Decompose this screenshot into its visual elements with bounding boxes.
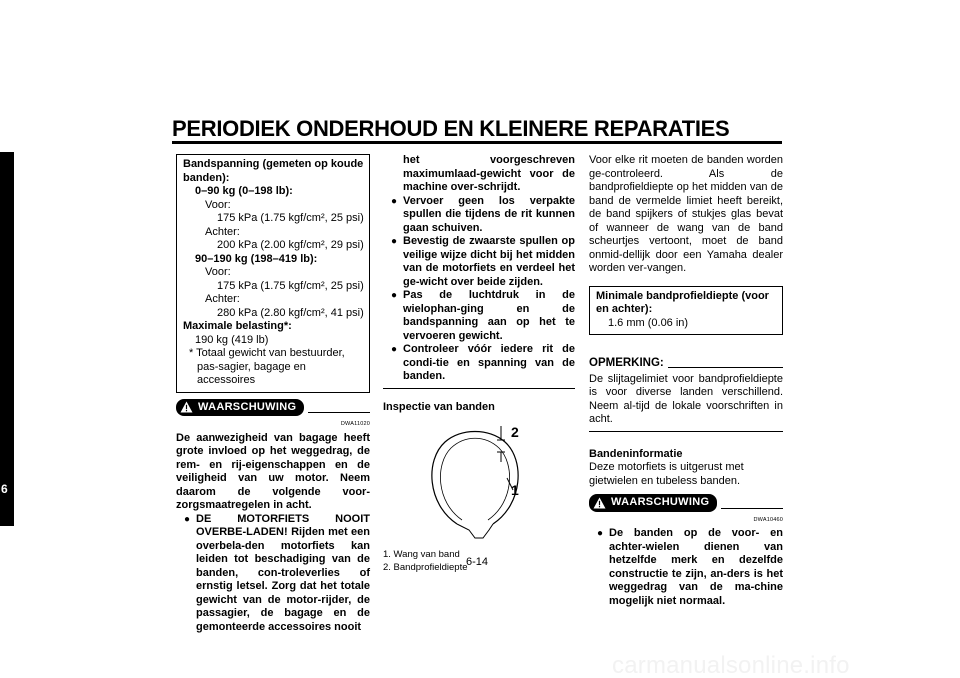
note-label: OPMERKING:: [589, 357, 664, 369]
tire-cross-section-figure: [383, 420, 575, 544]
warning-triangle-icon: [593, 497, 606, 509]
tread-box-value: 1.6 mm (0.06 in): [608, 316, 689, 329]
column-2: [383, 154, 575, 574]
callout-2: 2: [511, 424, 519, 440]
spec-front-label-2: Voor:: [205, 266, 231, 278]
warning-bullet-3: [383, 235, 575, 289]
chapter-tab: [0, 152, 14, 526]
warning-rule: [308, 412, 370, 413]
bullet-dot-icon: ●: [597, 528, 604, 539]
tire-info-text: Deze motorfiets is uitgerust met gietwielen en tubeless banden.: [589, 461, 744, 487]
warning-end-rule: [383, 388, 575, 389]
bullet-text: De banden op de voor- en achter-wielen dienen van hetzelfde merk en dezelfde constructie te zijn, an-ders is het weggedrag van de ma-chine mogelijk niet normaal.: [609, 527, 783, 607]
warning-bullet-5: [383, 343, 575, 384]
tire-info-heading: Bandeninformatie: [589, 447, 683, 460]
bullet-text: Bevestig de zwaarste spullen op veilige wijze dicht bij het midden van de motorfiets en verdeel het ge-wicht over beide zijden.: [403, 235, 575, 288]
note-text: De slijtagelimiet voor bandprofieldiepte is voor diverse landen verschillend. Neem al-tijd de lokale voorschriften in acht.: [589, 372, 783, 425]
warning-header-1: [176, 399, 370, 417]
warning-bullet-1-continued: het voorgeschreven maximumlaad-gewicht voor de machine over-schrijdt.: [403, 154, 575, 193]
spec-max-load-label: Maximale belasting*:: [183, 320, 292, 332]
spec-max-load-value: 190 kg (419 lb): [195, 333, 269, 346]
warning-bullet-1: [176, 513, 370, 635]
bullet-text: DE MOTORFIETS NOOIT OVERBE-LADEN! Rijden met een overbela-den motorfiets kan leiden tot beschadiging van de banden, con-troleverlies of ernstig letsel. Zorg dat het totale gewicht van de motor-rijder, de passagier, de bagage en de gemonteerde accessoires nooit: [196, 512, 370, 633]
page-title: PERIODIEK ONDERHOUD EN KLEINERE REPARATIES: [172, 116, 730, 141]
bullet-dot-icon: ●: [391, 344, 398, 355]
spec-footnote: * Totaal gewicht van bestuurder, pas-sagier, bagage en accessoires: [189, 347, 345, 386]
tire-check-intro: Voor elke rit moeten de banden worden ge-controleerd. Als de bandprofieldiepte op het midden van de band de vermelde limiet heeft bereikt, de band spijkers of stukjes glas bevat of wanneer de wang van de band scheurtjes vertoont, moet de band onmid-dellijk door een Yamaha dealer worden ver-vangen.: [589, 154, 783, 274]
spec-front-label: Voor:: [205, 198, 231, 211]
tire-diagram: [383, 420, 575, 544]
bullet-dot-icon: ●: [391, 236, 398, 247]
warning-bullet: [589, 527, 783, 608]
title-rule: [172, 141, 782, 144]
page-number: 6-14: [466, 556, 489, 568]
warning-badge: [176, 399, 304, 417]
warning-badge: [589, 494, 717, 512]
tread-depth-spec-box: [589, 286, 783, 336]
bullet-dot-icon: ●: [391, 195, 398, 207]
spec-rear-label: Achter:: [205, 225, 240, 238]
chapter-number: 6: [1, 482, 8, 496]
inspection-heading: Inspectie van banden: [383, 400, 495, 413]
warning-code: DWA11020: [340, 421, 370, 427]
bullet-dot-icon: ●: [184, 513, 191, 525]
spec-r1-rear: 200 kPa (2.00 kgf/cm², 29 psi): [217, 239, 364, 251]
warning-badge-label: WAARSCHUWING: [198, 400, 297, 413]
warning-bullet-4: [383, 289, 575, 343]
spec-r1-front: 175 kPa (1.75 kgf/cm², 25 psi): [217, 212, 364, 224]
warning-bullet-2: [383, 195, 575, 236]
warning-rule: [721, 508, 783, 509]
callout-1: 1: [511, 482, 519, 498]
watermark: carmanualsonline.info: [612, 652, 850, 678]
spec-range-1: 0–90 kg (0–198 lb):: [195, 185, 293, 197]
warning-triangle-icon: [180, 401, 193, 413]
bullet-dot-icon: ●: [391, 290, 398, 301]
bullet-text: Controleer vóór iedere rit de condi-tie en spanning van de banden.: [403, 343, 575, 382]
note-rule: [668, 367, 783, 368]
spec-rear-label-2: Achter:: [205, 293, 240, 305]
warning-text: De aanwezigheid van bagage heeft grote invloed op het weggedrag, de rem- en rij-eigenschappen en de veiligheid van uw motor. Neem daarom de volgende voor-zorgsmaatregelen in acht.: [176, 431, 370, 511]
figure-caption-1: 1. Wang van band: [383, 549, 460, 560]
warning-code: DWA10460: [753, 516, 783, 523]
spec-r2-front: 175 kPa (1.75 kgf/cm², 25 psi): [217, 279, 364, 292]
figure-caption-2: 2. Bandprofieldiepte: [383, 562, 468, 573]
tire-pressure-spec-box: [176, 154, 370, 393]
spec-range-2: 90–190 kg (198–419 lb):: [195, 252, 318, 265]
warning-header-2: [589, 494, 783, 512]
note-end-rule: [589, 431, 783, 432]
warning-badge-label: WAARSCHUWING: [611, 496, 710, 508]
note-header: [589, 357, 783, 371]
tread-box-heading: Minimale bandprofieldiepte (voor en achter):: [596, 289, 769, 315]
spec-heading: Bandspanning (gemeten op koude banden):: [183, 158, 364, 184]
spec-r2-rear: 280 kPa (2.80 kgf/cm², 41 psi): [217, 306, 364, 319]
bullet-text: Pas de luchtdruk in de wielophan-ging en de bandspanning aan op het te vervoeren gewicht.: [403, 289, 575, 342]
column-1: [176, 154, 370, 634]
bullet-text: Vervoer geen los verpakte spullen die tijdens de rit kunnen gaan schuiven.: [403, 194, 575, 234]
column-3: [589, 154, 783, 608]
